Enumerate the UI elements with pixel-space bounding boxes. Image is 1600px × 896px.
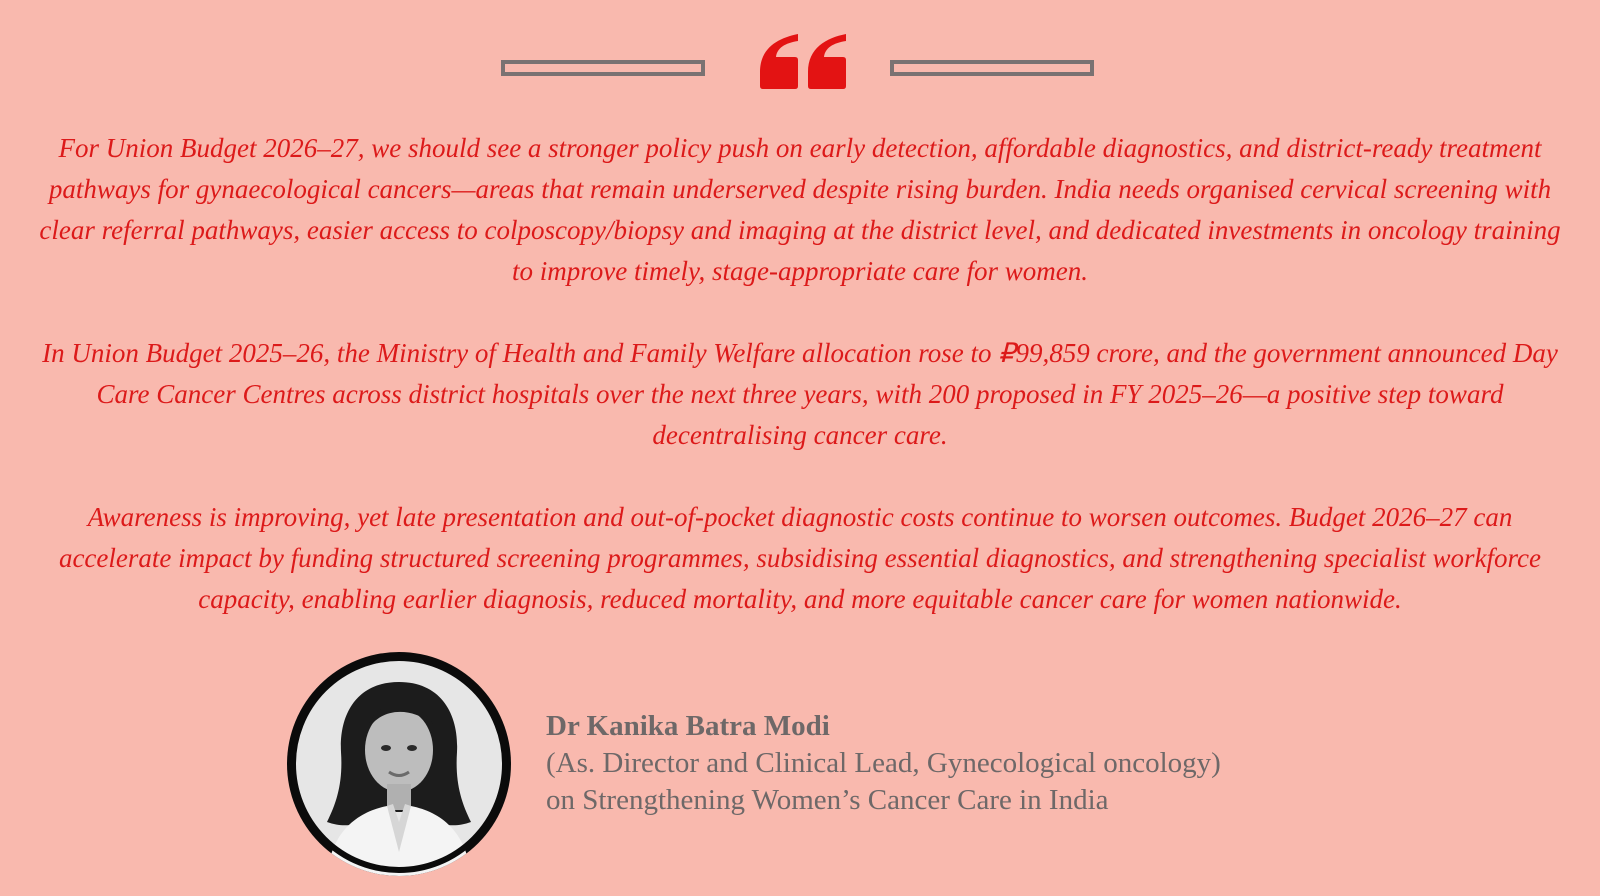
attribution bbox=[546, 708, 1346, 819]
right-divider-rule bbox=[890, 60, 1094, 76]
quote-paragraph-2: In Union Budget 2025–26, the Ministry of Health and Family Welfare allocation rose to ₽99,859 crore, and the government announced Day Care Cancer Centres across district hospitals over the next three years, with 200 proposed in FY 2025–26—a positive step toward decentralising cancer care. bbox=[42, 338, 1558, 450]
left-divider-rule bbox=[501, 60, 705, 76]
quote-paragraph-1: For Union Budget 2026–27, we should see a stronger policy push on early detection, affordable diagnostics, and district-ready treatment pathways for gynaecological cancers—areas that remain underserved despite rising burden. India needs organised cervical screening with clear referral pathways, easier access to colposcopy/biopsy and imaging at the district level, and dedicated investments in oncology training to improve timely, stage-appropriate care for women. bbox=[39, 133, 1561, 286]
speaker-name: Dr Kanika Batra Modi bbox=[546, 710, 830, 742]
quote-header bbox=[0, 28, 1600, 92]
quote-body bbox=[30, 128, 1570, 661]
speaker-role: (As. Director and Clinical Lead, Gynecological oncology) bbox=[546, 747, 1221, 779]
quote-paragraph-3: Awareness is improving, yet late presentation and out-of-pocket diagnostic costs continue to worsen outcomes. Budget 2026–27 can accelerate impact by funding structured screening programmes, subsidising essential diagnostics, and strengthening specialist workforce capacity, enabling earlier diagnosis, reduced mortality, and more equitable cancer care for women nationwide. bbox=[58, 502, 1542, 614]
speaker-topic: on Strengthening Women’s Cancer Care in India bbox=[546, 784, 1109, 816]
speaker-portrait bbox=[287, 652, 511, 876]
opening-quote-icon bbox=[758, 28, 848, 92]
